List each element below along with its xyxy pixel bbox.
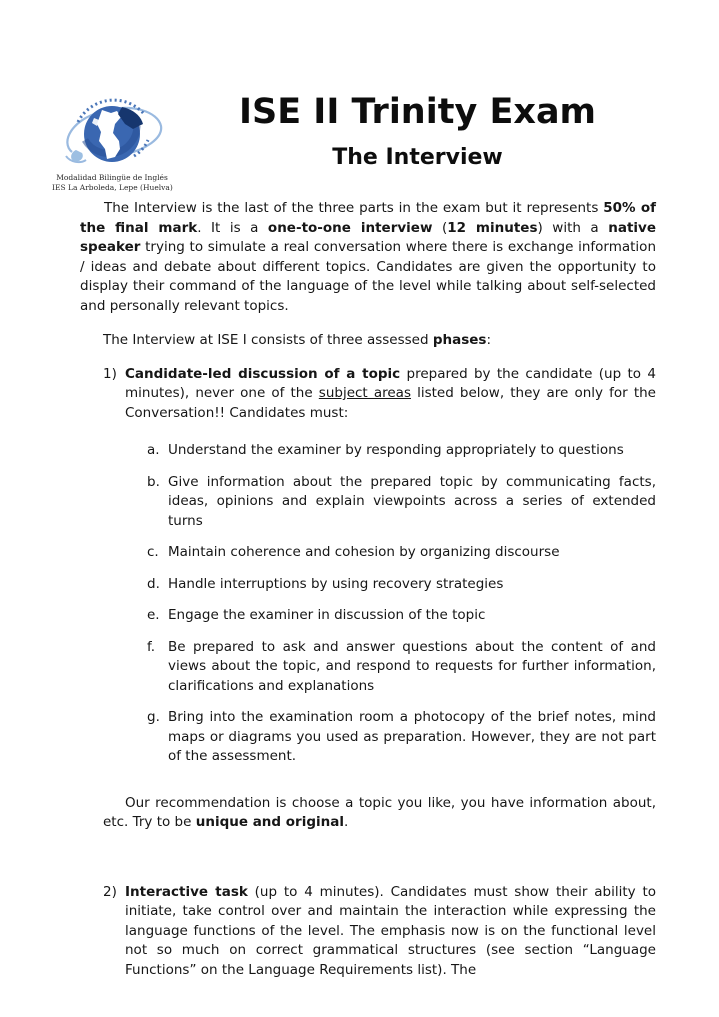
list-number: 1)	[103, 365, 117, 382]
list-number: 2)	[103, 883, 117, 900]
lettered-item-d	[147, 575, 656, 595]
school-logo	[52, 98, 172, 192]
lettered-item-e	[147, 606, 656, 626]
list-letter: a.	[147, 442, 160, 458]
recommendation-paragraph: Our recommendation is choose a topic you like, you have information about, etc. Try to be unique and original.	[103, 794, 656, 830]
phases-line: The Interview at ISE I consists of three assessed phases:	[103, 332, 492, 348]
logo-caption-line1: Modalidad Bilingüe de Inglés	[56, 173, 168, 182]
list-letter: d.	[147, 575, 160, 592]
page-title: ISE II Trinity Exam	[238, 92, 597, 132]
list-letter: c.	[147, 544, 159, 560]
lettered-item-a	[147, 441, 656, 461]
lettered-item-c-text: Maintain coherence and cohesion by organizing discourse	[168, 544, 560, 560]
numbered-item-2	[103, 883, 656, 981]
lettered-item-b	[147, 473, 656, 532]
lettered-item-e-text: Engage the examiner in discussion of the topic	[168, 607, 486, 623]
lettered-item-c	[147, 543, 656, 563]
lettered-item-f-text: Be prepared to ask and answer questions about the content of and views about the topic, and respond to requests for further information, clarifications and explanations	[168, 638, 656, 694]
intro-paragraph: The Interview is the last of the three parts in the exam but it represents 50% of the final mark. It is a one-to-one interview (12 minutes) with a native speaker trying to simulate a real conversation where there is exchange information / ideas and debate about different topics. Candidates are given the opportunity to display their command of the language of the level while talking about self-selected and personally relevant topics.	[80, 200, 656, 314]
lettered-item-d-text: Handle interruptions by using recovery strategies	[168, 575, 504, 592]
numbered-item-2-text: Interactive task (up to 4 minutes). Candidates must show their ability to initiate, take control over and maintain the interaction while expressing the language functions of the level. The emphasis now is on the functional level not so much on correct grammatical structures (see section “Language Functions” on the Language Requirements list). The	[125, 883, 656, 978]
numbered-item-1-text: Candidate-led discussion of a topic prepared by the candidate (up to 4 minutes), never one of the subject areas listed below, they are only for the Conversation!! Candidates must:	[125, 365, 656, 421]
lettered-item-b-text: Give information about the prepared topic by communicating facts, ideas, opinions and explain viewpoints across a series of extended turns	[168, 473, 656, 529]
numbered-item-1	[103, 365, 656, 424]
list-letter: e.	[147, 607, 160, 623]
document-body	[80, 199, 656, 980]
lettered-item-g	[147, 708, 656, 767]
logo-caption-line2: IES La Arboleda, Lepe (Huelva)	[52, 182, 173, 192]
lettered-item-g-text: Bring into the examination room a photocopy of the brief notes, mind maps or diagrams you used as preparation. However, they are not part of the assessment.	[168, 709, 656, 764]
lettered-item-a-text: Understand the examiner by responding appropriately to questions	[168, 442, 624, 458]
lettered-item-f	[147, 638, 656, 697]
list-letter: b.	[147, 473, 160, 490]
list-letter: g.	[147, 709, 160, 725]
document-header	[0, 0, 719, 192]
page-subtitle: The Interview	[332, 145, 503, 170]
list-letter: f.	[147, 638, 156, 655]
logo-caption	[52, 173, 172, 192]
title-block	[172, 94, 663, 170]
globe-icon	[56, 98, 168, 168]
